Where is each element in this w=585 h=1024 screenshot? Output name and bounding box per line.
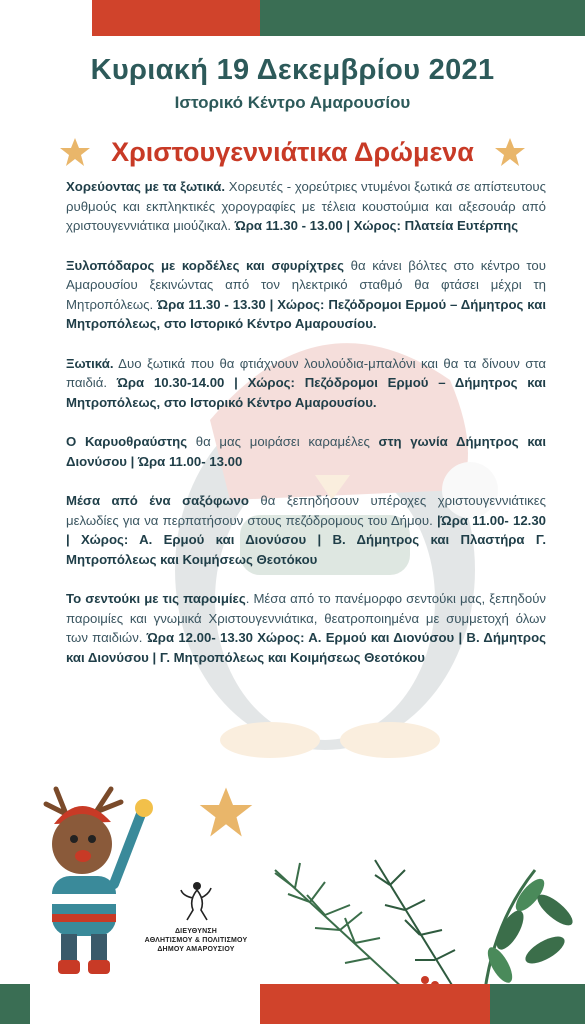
dancer-logo-icon <box>179 880 213 922</box>
event-list <box>66 177 546 687</box>
event-lead: Ξυλοπόδαρος με κορδέλες και σφυρίχτρες <box>66 257 345 273</box>
poster-header <box>0 54 585 113</box>
event-item <box>66 354 546 413</box>
event-lead: Ο Καρυοθραύστης <box>66 434 188 449</box>
event-text: Χορευτές - χορεύτριες ντυμένοι ξωτικά σε απίστευτους ρυθμούς και εκπληκτικές χορογραφίες με τέλεια κουστούμια και αξεσουάρ από χριστουγεννιάτικα μιούζικαλ. <box>66 179 546 233</box>
event-item <box>66 589 546 667</box>
event-text: θα μας μοιράσει καραμέλες <box>187 434 379 449</box>
event-item <box>66 432 546 471</box>
event-item <box>66 256 546 334</box>
event-lead: Το σεντούκι με τις παροιμίες <box>66 591 246 606</box>
star-icon <box>59 136 91 168</box>
event-details: Ώρα 11.30 - 13.00 | Χώρος: Πλατεία Ευτέρπης <box>234 218 519 233</box>
event-lead: Χορεύοντας με τα ξωτικά. <box>66 179 225 194</box>
event-lead: Μέσα από ένα σαξόφωνο <box>66 493 249 508</box>
event-details: Ώρα 10.30-14.00 | Χώρος: Πεζόδρομοι Ερμού – Δήμητρος και Μητροπόλεως, στο Ιστορικό Κέντρο Αμαρουσίου. <box>66 375 546 410</box>
event-text: . Μέσα από το πανέμορφο σεντούκι μας, ξεπηδούν παροιμίες και γνωμικά Χριστουγεννιάτικα, θεατροποιημένα με συμμετοχή όλων των παιδιών. <box>66 591 547 645</box>
event-text: θα κάνει βόλτες στο κέντρο του Αμαρουσίου ξεκινώντας από τον ηλεκτρικό σταθμό θα φτάσει μέχρι τη Μητροπόλεως. <box>66 257 546 312</box>
event-details: στη γωνία Δήμητρος και Διονύσου | Ώρα 11.00- 13.00 <box>66 434 547 469</box>
star-icon <box>494 136 526 168</box>
bottom-color-band <box>0 984 585 1024</box>
event-details: Ώρα 12.00- 13.30 Χώρος: Α. Ερμού και Διονύσου | Β. Δήμητρος και Διονύσου | Γ. Μητροπόλεως και Κοιμήσεως Θεοτόκου <box>66 630 547 665</box>
municipality-logo <box>136 880 256 954</box>
logo-line: ΔΙΕΥΘΥΝΣΗ <box>174 928 218 935</box>
event-text: θα ξεπηδήσουν υπέροχες χριστουγεννιάτικες μελωδίες για να περπατήσουν στους πεζόδρομους του Δήμου. <box>66 493 546 528</box>
event-title-row <box>0 136 585 168</box>
top-color-band <box>0 0 585 36</box>
event-item <box>66 177 546 236</box>
venue-subtitle: Ιστορικό Κέντρο Αμαρουσίου <box>174 93 411 112</box>
logo-line: ΔΗΜΟΥ ΑΜΑΡΟΥΣΙΟΥ <box>157 946 235 953</box>
star-icon <box>198 784 254 840</box>
event-item <box>66 491 546 569</box>
logo-line: ΑΘΛΗΤΙΣΜΟΥ & ΠΟΛΙΤΙΣΜΟΥ <box>144 937 248 944</box>
pine-branches-icon <box>255 840 585 990</box>
event-lead: Ξωτικά. <box>66 355 114 371</box>
event-date-title: Κυριακή 19 Δεκεμβρίου 2021 <box>90 54 495 86</box>
event-text: Δυο ξωτικά που θα φτιάχνουν λουλούδια-μπαλόνι και θα τα δίνουν στα παιδιά. <box>66 355 546 390</box>
event-title: Χριστουγεννιάτικα Δρώμενα <box>111 136 474 167</box>
event-details: |Ώρα 11.00- 12.30 | Χώρος: Α. Ερμού και Διονύσου | Β. Δήμητρος και Πλαστήρα Γ. Μητροπόλεως και Κοιμήσεως Θεοτόκου <box>66 512 546 567</box>
event-details: Ώρα 11.30 - 13.30 | Χώρος: Πεζόδρομοι Ερμού – Δήμητρος και Μητροπόλεως, στο Ιστορικό Κέντρο Αμαρουσίου. <box>66 296 546 331</box>
